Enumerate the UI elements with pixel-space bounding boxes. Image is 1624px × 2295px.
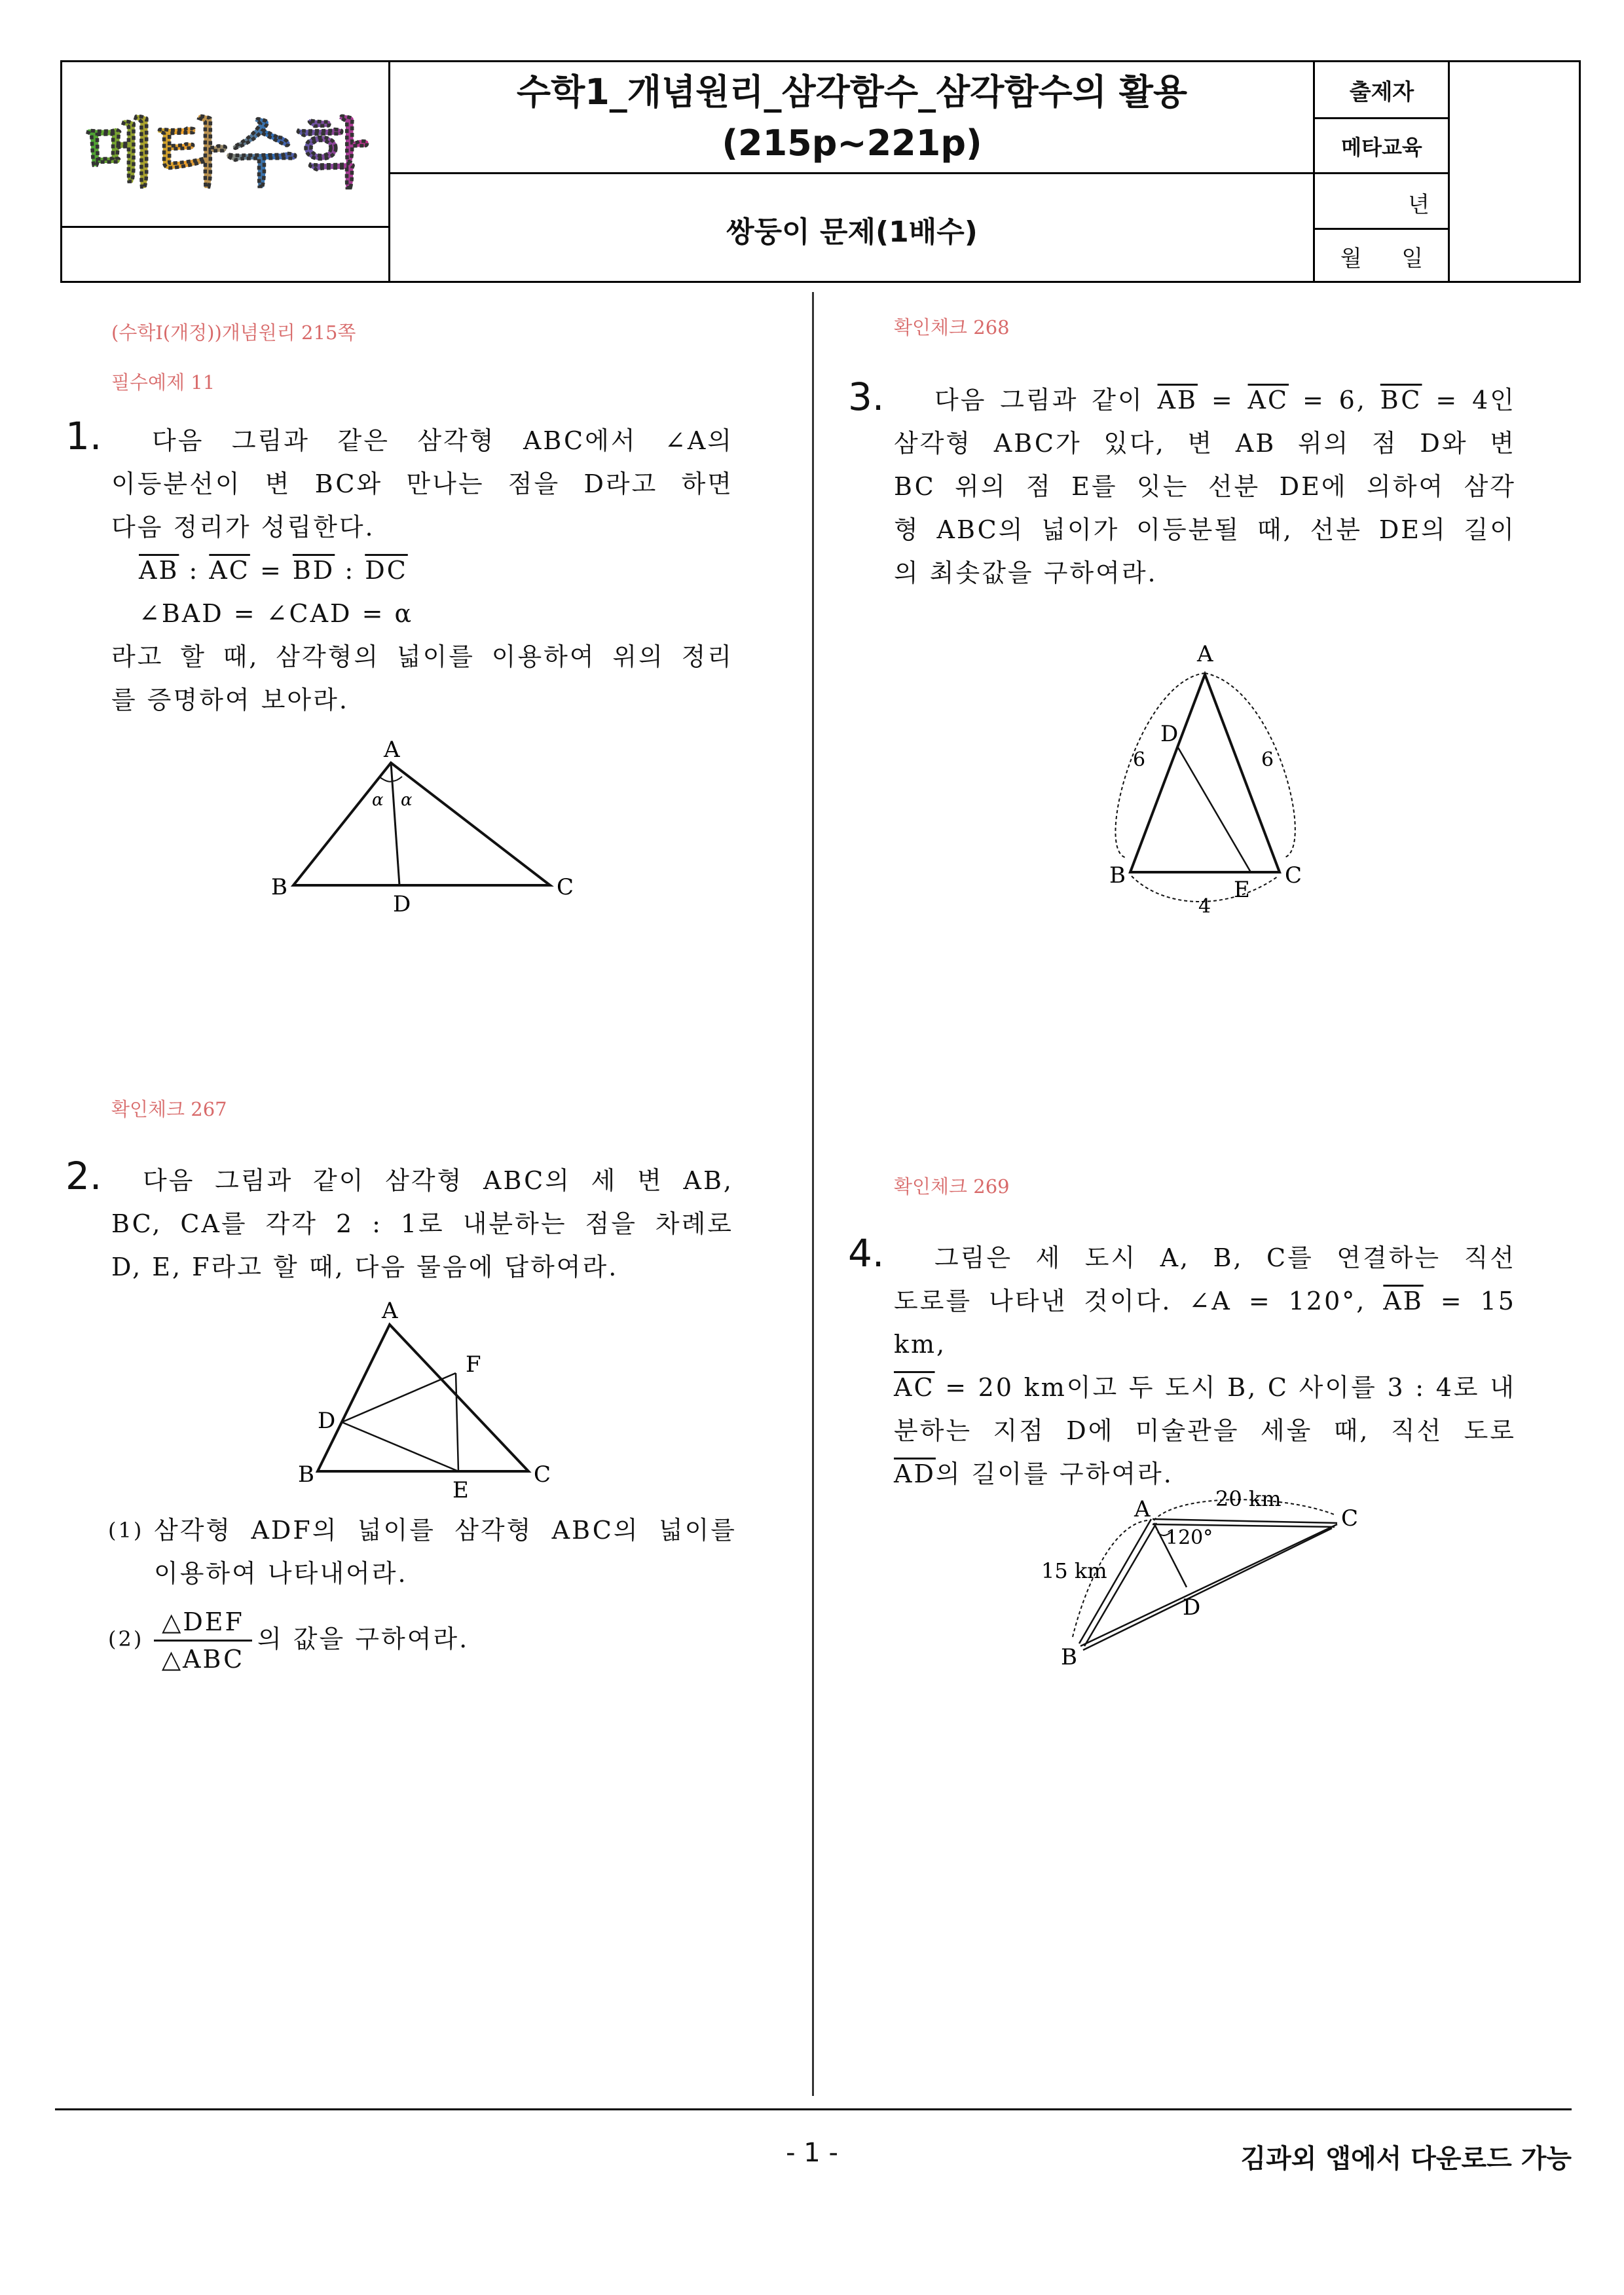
problem-2-triangle-figure xyxy=(291,1300,566,1503)
point-e: E xyxy=(452,1477,469,1503)
problem-2-sub2 xyxy=(108,1604,737,1676)
sub2-fraction xyxy=(154,1604,252,1677)
point-d: D xyxy=(1183,1594,1201,1621)
problem-3-line: 형 ABC의 넓이가 이등분될 때, 선분 DE의 길이 xyxy=(894,515,1516,544)
vertex-b: B xyxy=(1061,1644,1077,1670)
problem-3-ref: 확인체크 268 xyxy=(894,316,1010,339)
vertex-b: B xyxy=(271,874,287,900)
point-d: D xyxy=(1160,721,1179,747)
vertex-c: C xyxy=(1341,1505,1359,1532)
problem-3-line: BC 위의 점 E를 잇는 선분 DE에 의하여 삼각 xyxy=(894,472,1516,501)
problem-4-line3: $\overline{AC} = 20$ km이고 두 도시 B, C 사이를 3 : 4로 내 xyxy=(894,1373,1516,1402)
title-line-1: 수학1_개념원리_삼각함수_삼각함수의 활용 xyxy=(516,71,1188,113)
document-subtitle: 쌍둥이 문제(1배수) xyxy=(726,215,978,249)
problem-2-line: 다음 그림과 같이 삼각형 ABC의 세 변 AB, xyxy=(143,1166,733,1195)
sub1-marker: (1) xyxy=(108,1518,144,1543)
problem-3-line: 삼각형 ABC가 있다, 변 AB 위의 점 D와 변 xyxy=(894,429,1516,458)
point-d: D xyxy=(318,1408,336,1434)
problem-2-sub1 xyxy=(108,1509,737,1595)
sub1-line: 삼각형 ADF의 넓이를 삼각형 ABC의 넓이를 xyxy=(154,1516,737,1545)
author-value: 메타교육 xyxy=(1341,134,1422,160)
length-bc: 4 xyxy=(1198,895,1211,918)
vertex-c: C xyxy=(557,874,574,900)
vertex-c: C xyxy=(534,1461,551,1488)
problem-4-number: 4. xyxy=(848,1231,885,1276)
length-ab-label: 15 km xyxy=(1041,1558,1107,1583)
vertex-a: A xyxy=(1197,641,1213,667)
problem-3-line1: 다음 그림과 같이 $\overline{AB} = \overline{AC} = 6$, $\overline{BC} = 4$인 xyxy=(934,386,1516,414)
vertex-a: A xyxy=(382,1298,398,1324)
column-divider xyxy=(812,292,814,2096)
problem-4-line: 분하는 지점 D에 미술관을 세울 때, 직선 도로 xyxy=(894,1416,1516,1445)
vertex-a: A xyxy=(1134,1496,1151,1522)
download-note: 김과외 앱에서 다운로드 가능 xyxy=(1240,2144,1572,2174)
title-line-2: (215p~221p) xyxy=(722,122,982,164)
footer-rule xyxy=(55,2108,1572,2110)
problem-4-road-figure xyxy=(1035,1486,1375,1683)
problem-1-number: 1. xyxy=(65,414,102,458)
angle-alpha-right: α xyxy=(401,790,413,810)
problem-3-triangle-figure xyxy=(1100,635,1329,923)
length-ac: 6 xyxy=(1261,748,1274,771)
problem-2-ref: 확인체크 267 xyxy=(111,1098,227,1120)
problem-2-number: 2. xyxy=(65,1154,102,1198)
page-number: - 1 - xyxy=(786,2138,838,2168)
vertex-a: A xyxy=(384,737,400,763)
problem-2-line: D, E, F라고 할 때, 다음 물음에 답하여라. xyxy=(111,1253,619,1281)
problem-4-line: 그림은 세 도시 A, B, C를 연결하는 직선 xyxy=(934,1243,1516,1272)
length-ab: 6 xyxy=(1133,748,1146,771)
point-d: D xyxy=(393,891,411,917)
problem-1-line: 이등분선이 변 BC와 만나는 점을 D라고 하면 xyxy=(111,469,733,498)
sub2-marker: (2) xyxy=(108,1626,144,1651)
problem-3-number: 3. xyxy=(848,375,885,419)
author-label: 출제자 xyxy=(1349,79,1414,105)
svg-text:메타수학: 메타수학 xyxy=(84,111,368,196)
problem-1-line: 다음 정리가 성립한다. xyxy=(111,513,375,542)
problem-1-line: 를 증명하여 보아라. xyxy=(111,686,349,714)
problem-1-line: 다음 그림과 같은 삼각형 ABC에서 ∠A의 xyxy=(152,426,733,455)
problem-2-line: BC, CA를 각각 2 : 1로 내분하는 점을 차례로 xyxy=(111,1209,733,1238)
sub2-numerator: △DEF xyxy=(154,1604,252,1642)
vertex-c: C xyxy=(1285,862,1302,889)
vertex-b: B xyxy=(298,1461,314,1488)
problem-4-line5: $\overline{AD}$의 길이를 구하여라. xyxy=(894,1460,1173,1488)
problem-1-text xyxy=(111,419,733,722)
vertex-b: B xyxy=(1109,862,1126,889)
document-title xyxy=(390,62,1314,174)
problem-3-text xyxy=(894,378,1516,595)
problem-3-line: 의 최솟값을 구하여라. xyxy=(894,559,1158,587)
problem-2-text xyxy=(111,1159,733,1289)
problem-1-ref-example: 필수예제 11 xyxy=(111,371,215,394)
sub2-denominator: △ABC xyxy=(161,1645,245,1674)
year-label: 년 xyxy=(1408,192,1430,218)
month-day-label: 월 일 xyxy=(1340,245,1424,272)
point-e: E xyxy=(1234,877,1250,903)
problem-1-formula-ratio: $\overline{AB}$ : $\overline{AC} = \overline{BD}$ : $\overline{DC}$ xyxy=(139,556,408,585)
problem-4-ref: 확인체크 269 xyxy=(894,1175,1010,1198)
problem-4-line2: 도로를 나타낸 것이다. ∠A = 120°, $\overline{AB} = 15$ km, xyxy=(894,1287,1516,1359)
metamath-logo xyxy=(82,101,370,200)
angle-a-label: 120° xyxy=(1166,1526,1213,1549)
problem-1-triangle-figure xyxy=(262,733,589,923)
sub2-tail: 의 값을 구하여라. xyxy=(257,1625,470,1653)
problem-1-ref-source: (수학I(개정))개념원리 215쪽 xyxy=(111,321,356,344)
problem-4-text xyxy=(894,1236,1516,1496)
angle-alpha-left: α xyxy=(372,790,384,810)
length-ac-label: 20 km xyxy=(1215,1486,1282,1511)
sub1-line: 이용하여 나타내어라. xyxy=(154,1559,408,1588)
point-f: F xyxy=(466,1351,481,1378)
problem-1-line: 라고 할 때, 삼각형의 넓이를 이용하여 위의 정리 xyxy=(111,642,733,671)
problem-1-formula-angle: ∠BAD = ∠CAD = α xyxy=(139,599,414,628)
document-header xyxy=(60,60,1581,283)
